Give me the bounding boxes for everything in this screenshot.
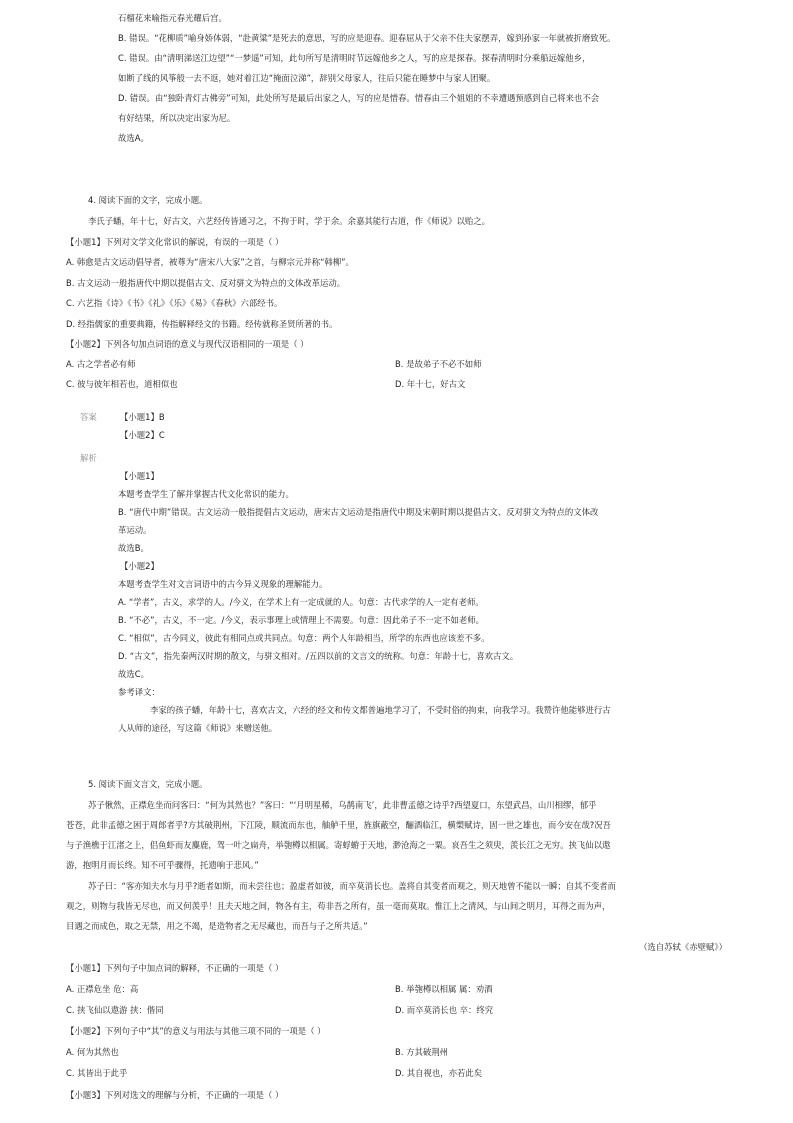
text-line: B. 错误。“花柳质”喻身娇体弱，“赴黄粱”是死去的意思，写的应是迎春。迎春屈从于父亲不住夫家摆弄，嫁到孙家一年就被折磨致死。: [118, 33, 616, 43]
text-line: 故选A。: [118, 133, 149, 143]
text-line: C. 错误。由“清明涕送江边望”“一梦遥”可知，此句所写是清明时节远嫁他乡之人，写的应是探春。探春清明时分乘船远嫁他乡，: [118, 53, 591, 63]
text-line: D. 错误。由“独卧青灯古佛旁”可知，此处所写是最后出家之人，写的应是惜春。惜春由三个姐姐的不幸遭遇预感到自己将来也不会: [118, 93, 600, 103]
question-heading: 5. 阅读下面文言文，完成小题。: [88, 779, 208, 789]
sub-question-prompt: 【小题1】下列对文学文化常识的解说，有误的一项是（ ）: [66, 237, 284, 247]
passage-line: 与子渔樵于江渚之上，侣鱼虾而友麋鹿，驾一叶之扁舟，举匏樽以相属。寄蜉蝣于天地，渺沧海之一粟。哀吾生之须臾，羡长江之无穷。挟飞仙以遨: [66, 840, 611, 850]
passage-line: 苏子曰：“客亦知夫水与月乎?逝者如斯，而未尝往也；盈虚者如彼，而卒莫消长也。盖将自其变者而观之，则天地曾不能以一瞬；自其不变者而: [88, 881, 617, 891]
passage: 李氏子蟠，年十七，好古文，六艺经传皆通习之，不拘于时，学于余。余嘉其能行古道，作《师说》以贻之。: [88, 216, 490, 226]
passage-line: 游，抱明月而长终。知不可乎骤得，托遗响于悲风。”: [66, 860, 259, 870]
analysis-line: 本题考查学生了解并掌握古代文化常识的能力。: [118, 489, 294, 499]
sub-question-prompt: 【小题2】下列各句加点词语的意义与现代汉语相同的一项是（ ）: [66, 339, 309, 349]
translation-line: 李家的孩子蟠，年龄十七，喜欢古文，六经的经文和传文都普遍地学习了，不受时俗的拘束，向我学习。我赞许他能够进行古: [150, 705, 611, 715]
option-d: D. 年十七，好古文: [395, 379, 466, 389]
analysis-line: A. “学者”，古义，求学的人。/今义，在学术上有一定成就的人。句意：古代求学的人一定有老师。: [118, 597, 484, 607]
analysis-line: B. “不必”，古义，不一定。/今义，表示事理上或情理上不需要。句意：因此弟子不一定不如老师。: [118, 615, 484, 625]
text-line: 石榴花来喻指元春光耀后宫。: [118, 13, 227, 23]
answer-line: 【小题2】C: [120, 430, 165, 440]
analysis-line: 故选C。: [118, 669, 149, 679]
analysis-label: 解析: [80, 453, 97, 463]
passage-line: 观之，则物与我皆无尽也，而又何羡乎！且夫天地之间，物各有主，苟非吾之所有，虽一毫而莫取。惟江上之清风，与山间之明月，耳得之而为声，: [66, 901, 611, 911]
sub-question-prompt: 【小题1】下列句子中加点词的解释，不正确的一项是（ ）: [66, 963, 284, 973]
option-b: B. 举匏樽以相属 属：劝酒: [395, 984, 493, 994]
passage-line: 目遇之而成色，取之无禁，用之不竭，是造物者之无尽藏也，而吾与子之所共适。”: [66, 921, 368, 931]
text-line: 有好结果，所以决定出家为尼。: [118, 113, 236, 123]
option-c: C. 其皆出于此乎: [66, 1068, 128, 1078]
source-citation: （选自苏轼《赤壁赋》）: [639, 942, 727, 952]
option-d: D. 而卒莫消长也 卒：终究: [395, 1005, 494, 1015]
option-a: A. 韩愈是古文运动倡导者，被尊为“唐宋八大家”之首，与柳宗元并称“韩柳”。: [66, 257, 354, 267]
option-a: A. 正襟危坐 危：高: [66, 984, 139, 994]
analysis-line: D. “古文”，指先秦两汉时期的散文，与骈文相对。/五四以前的文言文的统称。句意：年龄十七，喜欢古文。: [118, 651, 519, 661]
analysis-line: 本题考查学生对文言词语中的古今异义现象的理解能力。: [118, 579, 328, 589]
option-c: C. 六艺指《诗》《书》《礼》《乐》《易》《春秋》六部经书。: [66, 298, 283, 308]
answer-line: 【小题1】B: [120, 412, 165, 422]
analysis-line: 参考译文：: [118, 687, 160, 697]
analysis-line: 故选B。: [118, 543, 149, 553]
option-b: B. 方其破荆州: [395, 1047, 448, 1057]
option-b: B. 是故弟子不必不如师: [395, 359, 482, 369]
analysis-line: C. “相似”，古今同义，彼此有相同点或共同点。句意：两个人年龄相当，所学的东西也应该差不多。: [118, 633, 490, 643]
translation-line: 人从师的途径，写这篇《师说》来赠送他。: [118, 723, 278, 733]
sub-question-prompt: 【小题2】下列句子中“其”的意义与用法与其他三项不同的一项是（ ）: [66, 1026, 326, 1036]
question-heading: 4. 阅读下面的文字，完成小题。: [88, 195, 208, 205]
option-a: A. 何为其然也: [66, 1047, 119, 1057]
option-d: D. 经指儒家的重要典籍，传指解释经文的书籍。经传就称圣贤所著的书。: [66, 319, 338, 329]
analysis-line: 革运动。: [118, 525, 152, 535]
answer-label: 答案: [80, 412, 97, 422]
option-d: D. 其自视也，亦若此矣: [395, 1068, 483, 1078]
option-b: B. 古文运动一般指唐代中期以提倡古文、反对骈文为特点的文体改革运动。: [66, 278, 346, 288]
sub-question-prompt: 【小题3】下列对选文的理解与分析，不正确的一项是（ ）: [66, 1090, 284, 1100]
analysis-line: 【小题1】: [120, 471, 159, 481]
text-line: 如断了线的风筝般一去不返，她对着江边“掩面泣涕”，辞别父母家人，往后只能在睡梦中与家人团聚。: [118, 73, 496, 83]
option-c: C. 彼与彼年相若也，道相似也: [66, 379, 178, 389]
passage-line: 苏子愀然，正襟危坐而问客曰：“何为其然也？”客曰：“‘月明星稀，乌鹊南飞’，此非曹孟德之诗乎?西望夏口，东望武昌，山川相缪，郁乎: [88, 800, 597, 810]
option-c: C. 挟飞仙以遨游 挟：偕同: [66, 1005, 164, 1015]
analysis-line: 【小题2】: [120, 561, 159, 571]
analysis-line: B. “唐代中期”错误。古文运动一般指提倡古文运动，唐宋古文运动是指唐代中期及宋朝时期以提倡古文、反对骈文为特点的文体改: [118, 507, 599, 517]
option-a: A. 古之学者必有师: [66, 359, 136, 369]
passage-line: 苍苍，此非孟德之困于周郎者乎?方其破荆州，下江陵，顺流而东也，舳舻千里，旌旗蔽空，酾酒临江，横槊赋诗，固一世之雄也，而今安在哉?况吾: [66, 820, 611, 830]
